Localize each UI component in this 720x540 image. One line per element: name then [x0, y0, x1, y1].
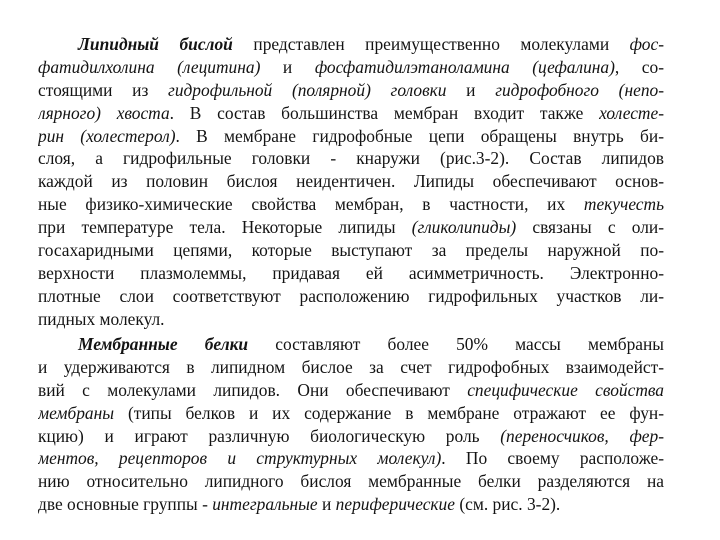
text-line	[38, 447, 664, 470]
text-run: представлен преимущественно молекулами	[232, 34, 630, 54]
text-run: стоящими из	[38, 79, 169, 100]
text-run: . В состав большинства мембран входит также	[169, 102, 600, 123]
italic-term: текучесть	[583, 194, 664, 215]
text-line	[38, 356, 664, 379]
italic-term: периферические	[335, 494, 455, 515]
text-line	[38, 79, 664, 102]
text-run: и	[260, 56, 315, 77]
text-run: ные физико-химические свойства мембран, в частности, их	[38, 194, 584, 215]
text-run: составляют более 50% массы мембраны	[248, 334, 664, 354]
text-line	[38, 333, 664, 356]
text-line	[38, 170, 664, 193]
text-line	[38, 425, 664, 448]
italic-term: интегральные	[212, 494, 318, 515]
text-run: (типы белков и их содержание в мембране отражают ее фун-	[114, 402, 664, 423]
paragraph-membrane-proteins	[38, 333, 664, 516]
italic-term: ментов, рецепторов и структурных молекул)	[38, 448, 442, 469]
text-line	[38, 56, 664, 79]
text-run: две основные группы -	[38, 494, 213, 515]
text-run: связаны с оли-	[516, 217, 664, 238]
text-run: верхности плазмолеммы, придавая ей асимметричность. Электронно-	[38, 262, 664, 283]
italic-term: фатидилхолина (лецитина)	[38, 56, 261, 77]
text-run: (см. рис. 3-2).	[454, 494, 561, 515]
text-run: слоя, а гидрофильные головки - кнаружи (рис.3-2). Состав липидов	[38, 148, 664, 169]
text-line	[38, 33, 664, 56]
text-line	[38, 239, 664, 262]
text-line	[38, 308, 664, 331]
text-run: плотные слои соответствуют расположению гидрофильных участков ли-	[38, 285, 664, 306]
italic-term: (переносчиков, фер-	[500, 425, 664, 446]
text-run: . В мембране гидрофобные цепи обращены внутрь би-	[175, 125, 664, 146]
term-heading: Мембранные белки	[78, 334, 249, 354]
text-line	[38, 147, 664, 170]
paragraph-lipid-bilayer	[38, 33, 664, 331]
text-line	[38, 262, 664, 285]
italic-term: фосфатидилэтаноламина (цефалина)	[314, 56, 615, 77]
text-run: нию относительно липидного бислоя мембранные белки разделяются на	[38, 471, 664, 492]
italic-term: холесте-	[599, 102, 664, 123]
italic-term: гидрофобного (непо-	[495, 79, 664, 100]
italic-term: рин (холестерол)	[38, 125, 176, 146]
text-run: и удерживаются в липидном бислое за счет гидрофобных взаимодейст-	[38, 356, 664, 377]
text-line	[38, 493, 664, 516]
italic-term: (гликолипиды)	[411, 217, 517, 238]
italic-term: мембраны	[38, 402, 115, 423]
italic-term: фос-	[629, 34, 664, 54]
italic-term: специфические свойства	[467, 379, 664, 400]
text-run: каждой из половин бислоя неидентичен. Липиды обеспечивают основ-	[38, 171, 664, 192]
text-run: , со-	[614, 56, 664, 77]
text-line	[38, 216, 664, 239]
text-run: вий с молекулами липидов. Они обеспечивают	[38, 379, 468, 400]
text-line	[38, 285, 664, 308]
text-line	[38, 402, 664, 425]
text-run: при температуре тела. Некоторые липиды	[38, 217, 412, 238]
italic-term: гидрофильной (полярной) головки	[168, 79, 447, 100]
text-run: госахаридными цепями, которые выступают за пределы наружной по-	[38, 240, 664, 261]
text-run: пидных молекул.	[38, 308, 165, 329]
text-run: кцию) и играют различную биологическую роль	[38, 425, 501, 446]
text-line	[38, 125, 664, 148]
text-line	[38, 102, 664, 125]
term-heading: Липидный бислой	[78, 34, 233, 54]
text-line	[38, 470, 664, 493]
text-line	[38, 193, 664, 216]
text-run: и	[317, 494, 336, 515]
italic-term: лярного) хвоста	[38, 102, 170, 123]
text-run: . По своему расположе-	[441, 448, 664, 469]
text-line	[38, 379, 664, 402]
text-run: и	[446, 79, 496, 100]
